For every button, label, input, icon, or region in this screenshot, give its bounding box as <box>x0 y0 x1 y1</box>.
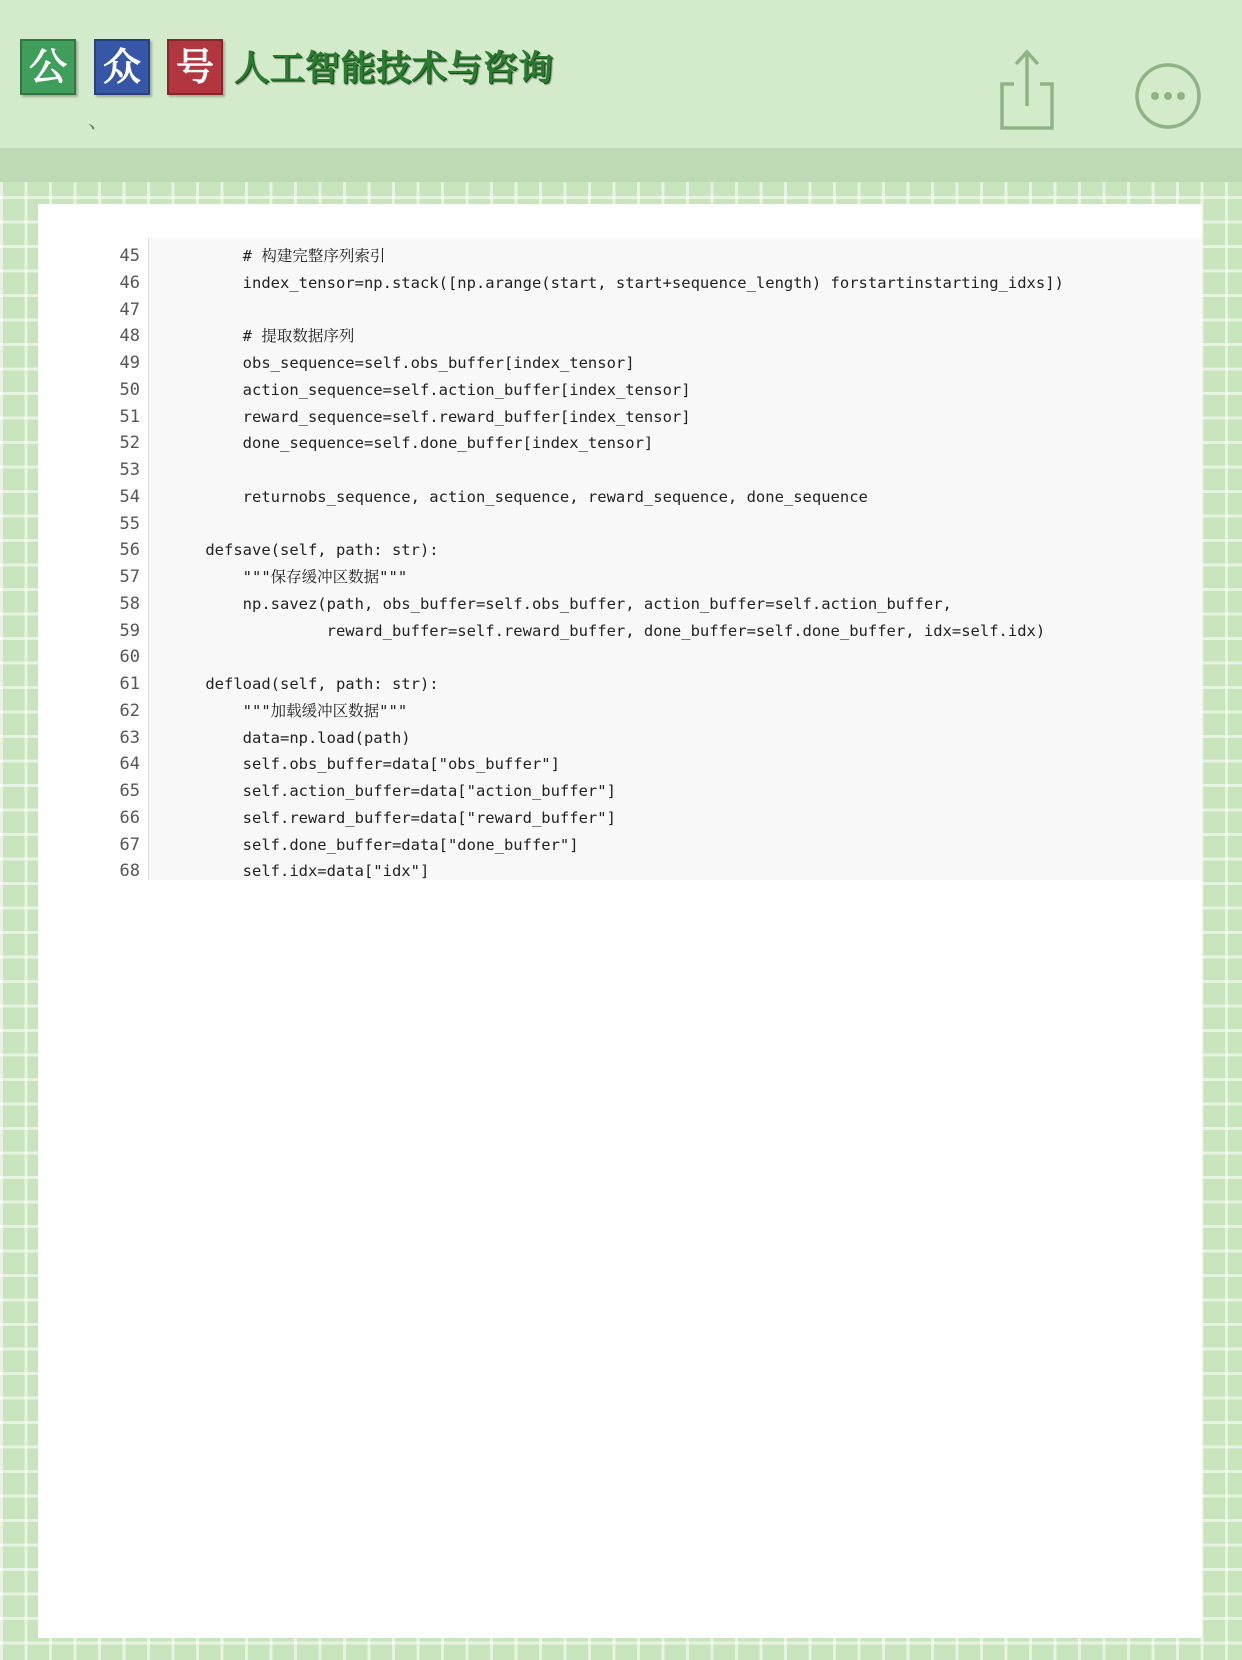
line-number: 54 <box>119 486 140 507</box>
code-line <box>38 832 1202 859</box>
code-line <box>38 270 1202 297</box>
code-text: """加载缓冲区数据""" <box>168 701 408 720</box>
share-icon <box>994 46 1060 132</box>
code-line <box>38 511 1202 538</box>
code-line <box>38 778 1202 805</box>
stray-comma-mark: 、 <box>88 109 111 134</box>
code-text: # 提取数据序列 <box>168 327 355 346</box>
code-line <box>38 698 1202 725</box>
line-number: 57 <box>119 567 140 587</box>
line-number: 66 <box>119 807 140 828</box>
account-title: 人工智能技术与咨询 <box>234 49 554 89</box>
share-button[interactable] <box>994 46 1060 132</box>
code-line <box>38 484 1202 511</box>
badge-hao: 号 <box>167 39 223 95</box>
line-number: 67 <box>119 834 140 855</box>
line-number: 56 <box>119 540 140 561</box>
code-line <box>38 725 1202 752</box>
code-text: returnobs_sequence, action_sequence, reward_sequence, done_sequence <box>168 487 868 506</box>
code-line <box>38 751 1202 778</box>
code-line <box>38 243 1202 270</box>
code-text: self.obs_buffer=data["obs_buffer"] <box>168 755 560 774</box>
code-line <box>38 430 1202 457</box>
line-number: 45 <box>119 246 140 266</box>
code-text: self.idx=data["idx"] <box>168 862 430 881</box>
line-number: 65 <box>119 781 140 801</box>
article-content-card <box>38 204 1202 1638</box>
code-line <box>38 805 1202 832</box>
top-bar <box>0 0 1242 148</box>
code-line <box>38 404 1202 431</box>
line-number: 59 <box>119 620 140 641</box>
code-line <box>38 671 1202 698</box>
line-number: 64 <box>119 754 140 775</box>
line-number: 51 <box>119 406 140 427</box>
line-number: 58 <box>119 593 140 614</box>
more-options-icon <box>1134 62 1202 130</box>
line-number: 50 <box>119 379 140 400</box>
code-line <box>38 377 1202 404</box>
line-number: 60 <box>119 647 140 668</box>
code-text: np.savez(path, obs_buffer=self.obs_buffer, action_buffer=self.action_buffer, <box>168 594 952 613</box>
line-number: 55 <box>119 513 140 534</box>
code-text: self.done_buffer=data["done_buffer"] <box>168 835 579 854</box>
code-text: index_tensor=np.stack([np.arange(start, start+sequence_length) forstartinstarting_idxs]) <box>168 273 1064 292</box>
code-line <box>38 457 1202 484</box>
code-text: defload(self, path: str): <box>168 675 439 693</box>
line-number: 68 <box>119 861 140 882</box>
code-text: defsave(self, path: str): <box>168 541 439 560</box>
line-number: 46 <box>119 272 140 293</box>
more-options-button[interactable] <box>1134 62 1202 130</box>
code-text: reward_buffer=self.reward_buffer, done_buffer=self.done_buffer, idx=self.idx) <box>168 621 1046 640</box>
code-line <box>38 644 1202 671</box>
code-line <box>38 537 1202 564</box>
code-text: # 构建完整序列索引 <box>168 247 386 265</box>
code-line <box>38 591 1202 618</box>
code-line <box>38 858 1202 885</box>
code-text: obs_sequence=self.obs_buffer[index_tensor] <box>168 354 635 372</box>
code-line <box>38 350 1202 377</box>
code-line <box>38 618 1202 645</box>
code-text: reward_sequence=self.reward_buffer[index_tensor] <box>168 407 691 426</box>
code-line <box>38 297 1202 324</box>
line-number: 48 <box>119 326 140 347</box>
line-number: 52 <box>119 433 140 454</box>
code-line <box>38 564 1202 591</box>
code-text: self.reward_buffer=data["reward_buffer"] <box>168 808 616 827</box>
code-text: action_sequence=self.action_buffer[index_tensor] <box>168 380 691 399</box>
line-number: 62 <box>119 700 140 721</box>
line-number: 49 <box>119 353 140 373</box>
code-line <box>38 323 1202 350</box>
line-number: 47 <box>119 299 140 320</box>
line-number: 61 <box>119 674 140 694</box>
code-text: self.action_buffer=data["action_buffer"] <box>168 782 616 800</box>
code-text: """保存缓冲区数据""" <box>168 568 408 586</box>
line-number: 53 <box>119 460 140 480</box>
line-number: 63 <box>119 727 140 748</box>
badge-gong: 公 <box>20 39 76 95</box>
code-text: done_sequence=self.done_buffer[index_tensor] <box>168 434 654 453</box>
badge-zhong: 众 <box>94 39 150 95</box>
header-divider-band <box>0 148 1242 182</box>
code-text: data=np.load(path) <box>168 728 411 747</box>
